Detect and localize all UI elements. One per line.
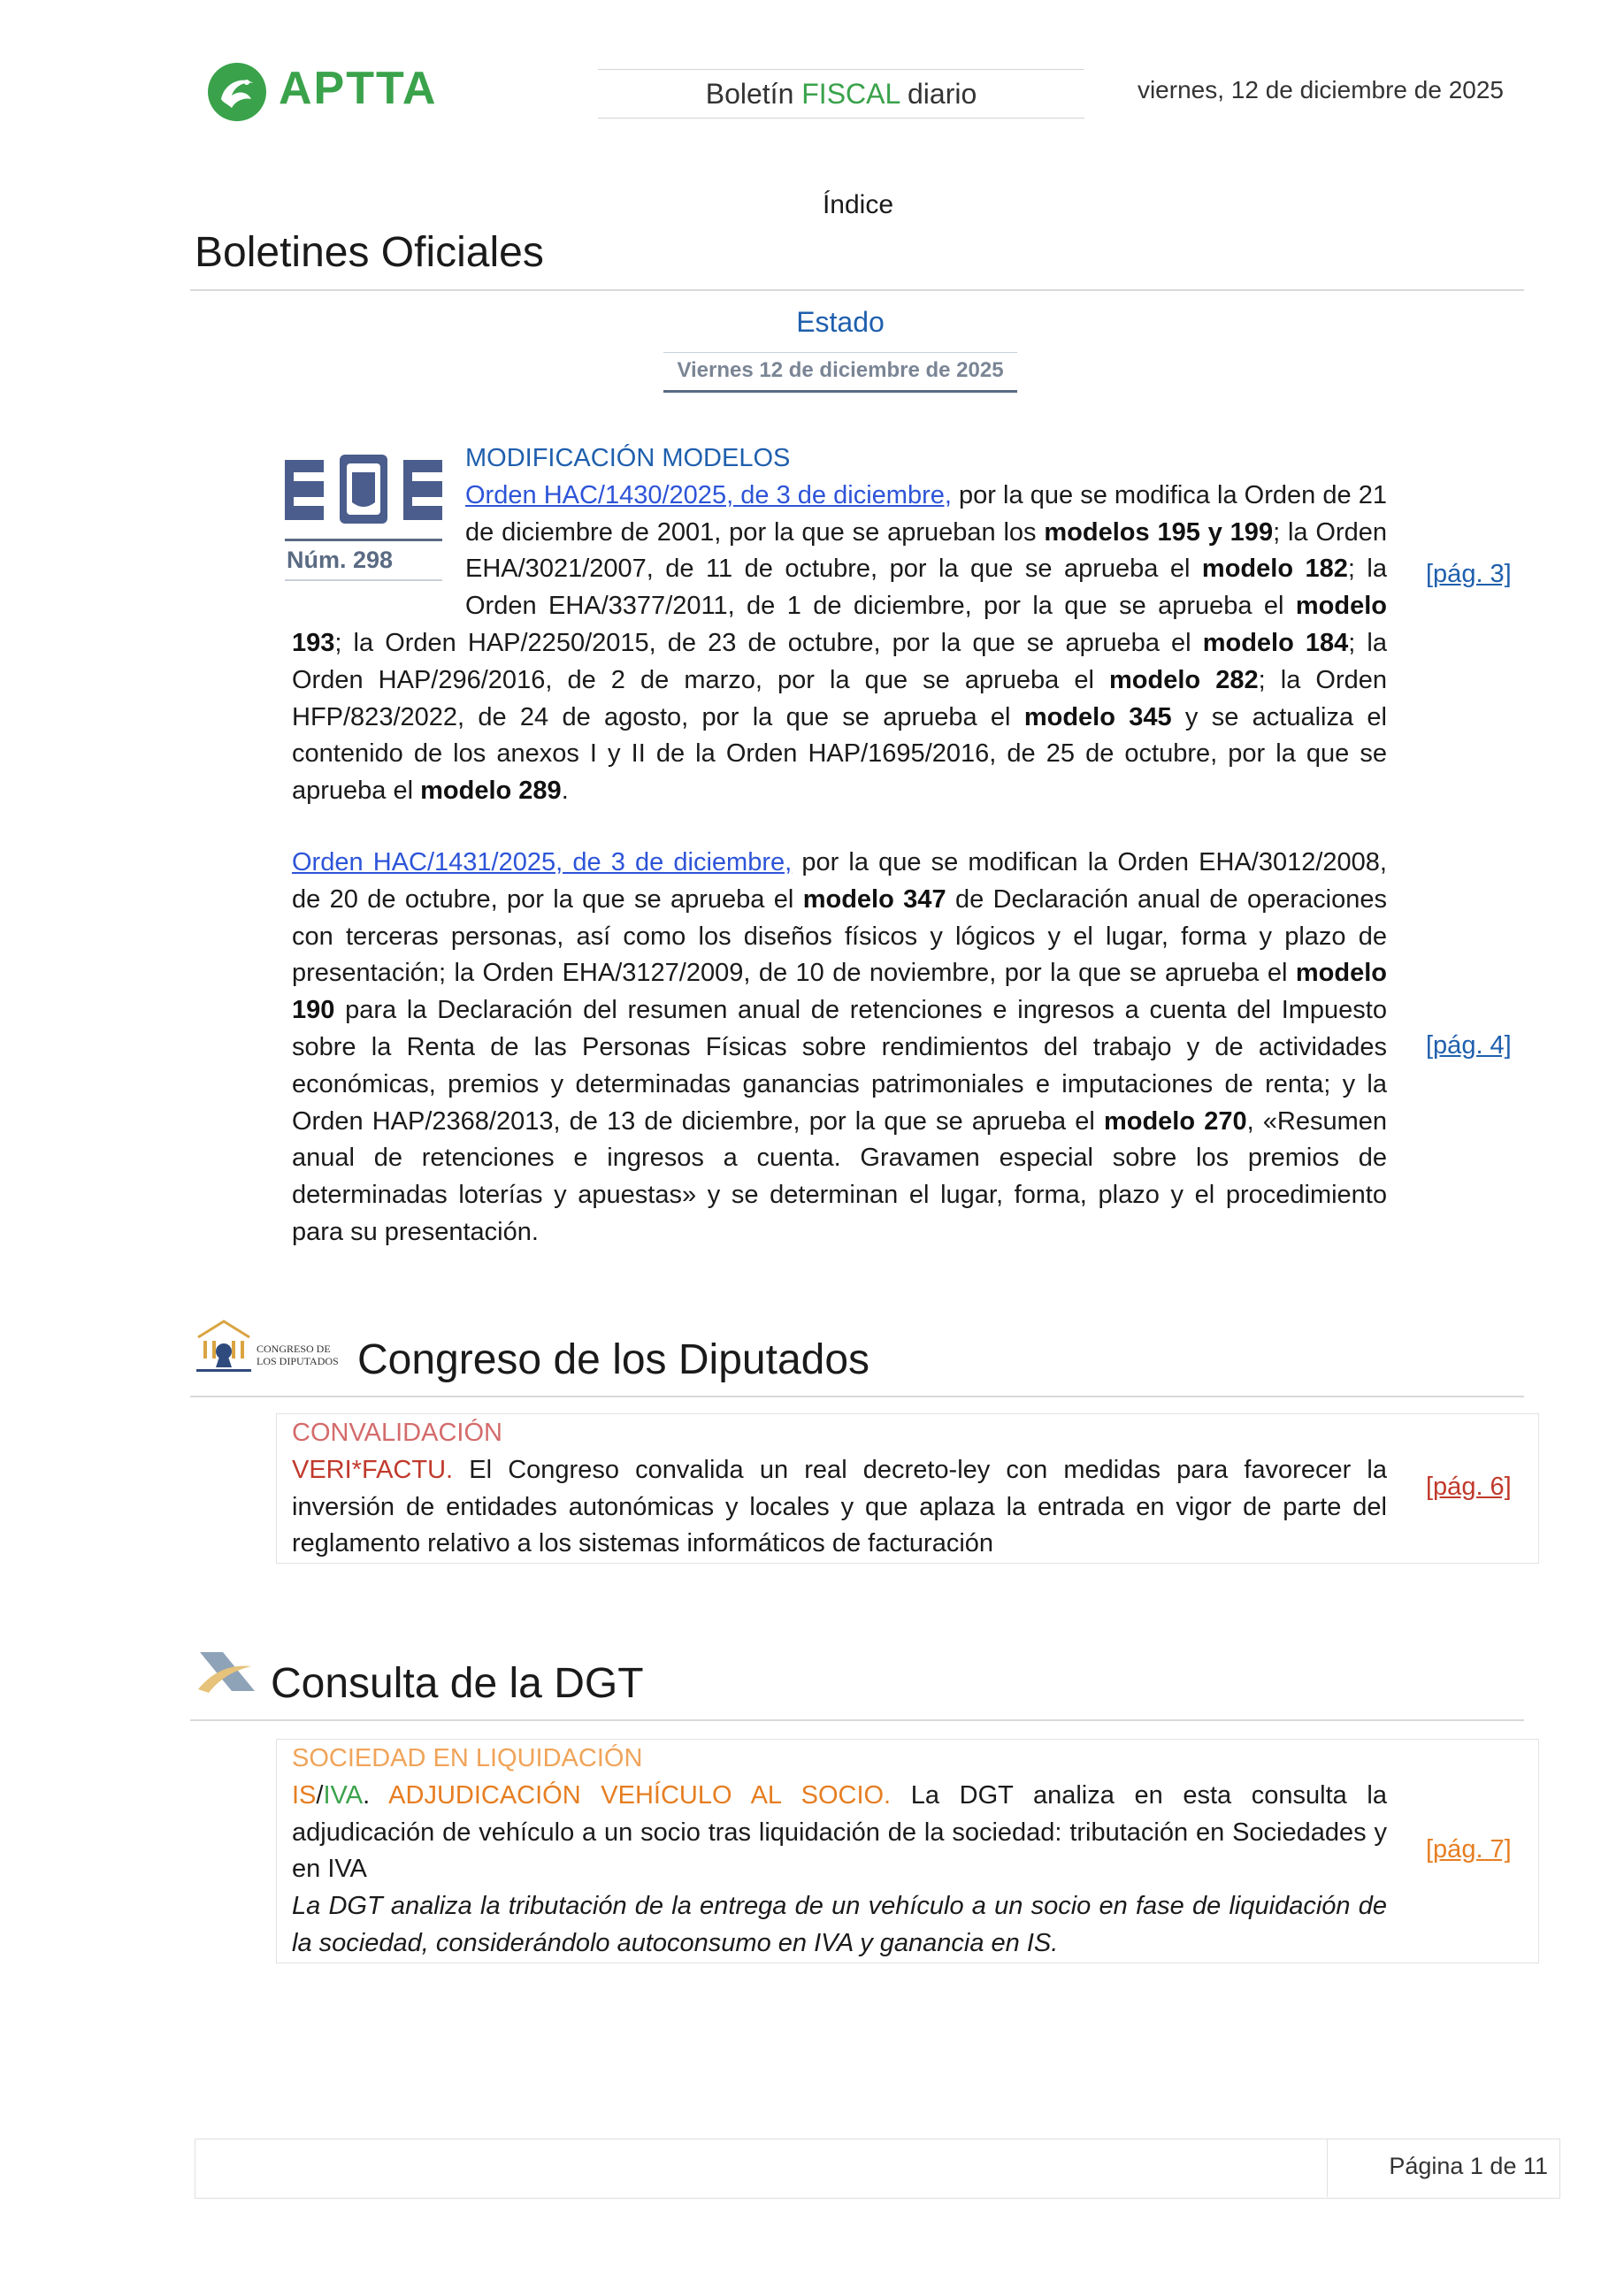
page-link-4[interactable]: [pág. 4] <box>1426 1031 1512 1060</box>
boe-entry-2: Orden HAC/1431/2025, de 3 de diciembre, por la que se modifican la Orden EHA/3012/2008, de 20 de octubre, por la que se aprueba el modelo 347 de Declaración anual de operaciones con terceras personas, así como los diseños físicos y lógicos y el lugar, forma y plazo de presentación; la Orden EHA/3127/2009, de 10 de noviembre, por la que se aprueba el modelo 190 para la Declaración del resumen anual de retenciones e ingresos a cuenta del Impuesto sobre la Renta de las Personas Físicas sobre rendimientos del trabajo y de actividades económicas, premios y determinadas ganancias patrimoniales e imputaciones de renta; y la Orden HAP/2368/2013, de 13 de diciembre, por la que se aprueba el modelo 270, «Resumen anual de retenciones e ingresos a cuenta. Gravamen especial sobre los premios de determinadas loterías y apuestas» y se determinan el lugar, forma, plazo y el procedimiento para su presentación. <box>292 848 1388 1246</box>
congreso-entry: CONVALIDACIÓN VERI*FACTU. El Congreso convalida un real decreto-ley con medidas para favorecer la inversión de entidades autonómicas y locales y que aplaza la entrada en vigor de parte del reglamento relativo a los sistemas informáticos de facturación <box>292 1415 1387 1563</box>
category-sociedad-liquidacion: SOCIEDAD EN LIQUIDACIÓN <box>292 1744 643 1772</box>
section-title-congreso: Congreso de los Diputados <box>357 1336 870 1383</box>
header-date: viernes, 12 de diciembre de 2025 <box>1137 76 1504 103</box>
congreso-logo <box>193 1318 352 1380</box>
section-title-dgt: Consulta de la DGT <box>271 1660 644 1707</box>
aptta-logo-text: APTTA <box>279 63 438 114</box>
dgt-summary: La DGT analiza la tributación de la entrega de un vehículo a un socio en fase de liquidación de la sociedad, considerándolo autoconsumo en IVA y ganancia en IS. <box>292 1892 1387 1957</box>
section-title-boletines: Boletines Oficiales <box>195 229 544 276</box>
orden-hac-1431-link[interactable]: Orden HAC/1431/2025, de 3 de diciembre, <box>292 848 793 876</box>
section-divider <box>190 1719 1524 1721</box>
index-label: Índice <box>822 190 894 219</box>
bulletin-title: Boletín FISCAL diario <box>598 69 1084 119</box>
dgt-entry: SOCIEDAD EN LIQUIDACIÓN IS/IVA. ADJUDICACIÓN VEHÍCULO AL SOCIO. La DGT analiza en esta consulta la adjudicación de vehículo a un socio tras liquidación de la sociedad: tributación en Sociedades y en IVA La DGT analiza la tributación de la entrega de un vehículo a un socio en fase de liquidación de la sociedad, considerándolo autoconsumo en IVA y ganancia en IS. <box>292 1741 1387 1963</box>
category-convalidacion: CONVALIDACIÓN <box>292 1419 502 1447</box>
page-link-6[interactable]: [pág. 6] <box>1426 1473 1512 1501</box>
tag-is: IS <box>292 1780 317 1810</box>
tag-iva: IVA <box>323 1780 364 1810</box>
adjudicacion-label: ADJUDICACIÓN VEHÍCULO AL SOCIO. <box>388 1780 892 1810</box>
congreso-logo-line1: CONGRESO DE <box>257 1343 331 1355</box>
estado-title: Estado <box>796 306 885 338</box>
boe-entry-1: MODIFICACIÓN MODELOS Orden HAC/1430/2025, de 3 de diciembre, por la que se modifica la Orden de 21 de diciembre de 2001, por la que se aprueban los modelos 195 y 199; la Orden EHA/3021/2007, de 11 de octubre, por la que se aprueba el modelo 182; la Orden EHA/3377/2011, de 1 de diciembre, por la que se aprueba el modelo 193; la Orden HAP/2250/2015, de 23 de octubre, por la que se aprueba el modelo 184; la Orden HAP/296/2016, de 2 de marzo, por la que se aprueba el modelo 282; la Orden HFP/823/2022, de 24 de agosto, por la que se aprueba el modelo 345 y se actualiza el contenido de los anexos I y II de la Orden HAP/1695/2016, de 25 de octubre, por la que se aprueba el modelo 289. <box>292 440 1387 810</box>
boe-number: Núm. 298 <box>287 547 394 573</box>
congreso-emblem-icon <box>193 1318 255 1376</box>
page-link-3[interactable]: [pág. 3] <box>1426 560 1512 588</box>
congreso-logo-line2: LOS DIPUTADOS <box>257 1355 339 1367</box>
section-divider <box>190 1396 1524 1397</box>
aeat-logo-icon <box>196 1643 258 1696</box>
aptta-logo-icon <box>205 60 269 124</box>
orden-hac-1430-link[interactable]: Orden HAC/1430/2025, de 3 de diciembre, <box>465 480 952 509</box>
verifactu-label: VERI*FACTU. <box>292 1455 454 1484</box>
estado-date: Viernes 12 de diciembre de 2025 <box>663 352 1017 393</box>
section-divider <box>190 289 1524 291</box>
section-heading-modificacion: MODIFICACIÓN MODELOS <box>465 444 791 472</box>
page-number: Página 1 de 11 <box>1389 2153 1548 2179</box>
page-link-7[interactable]: [pág. 7] <box>1426 1835 1512 1864</box>
